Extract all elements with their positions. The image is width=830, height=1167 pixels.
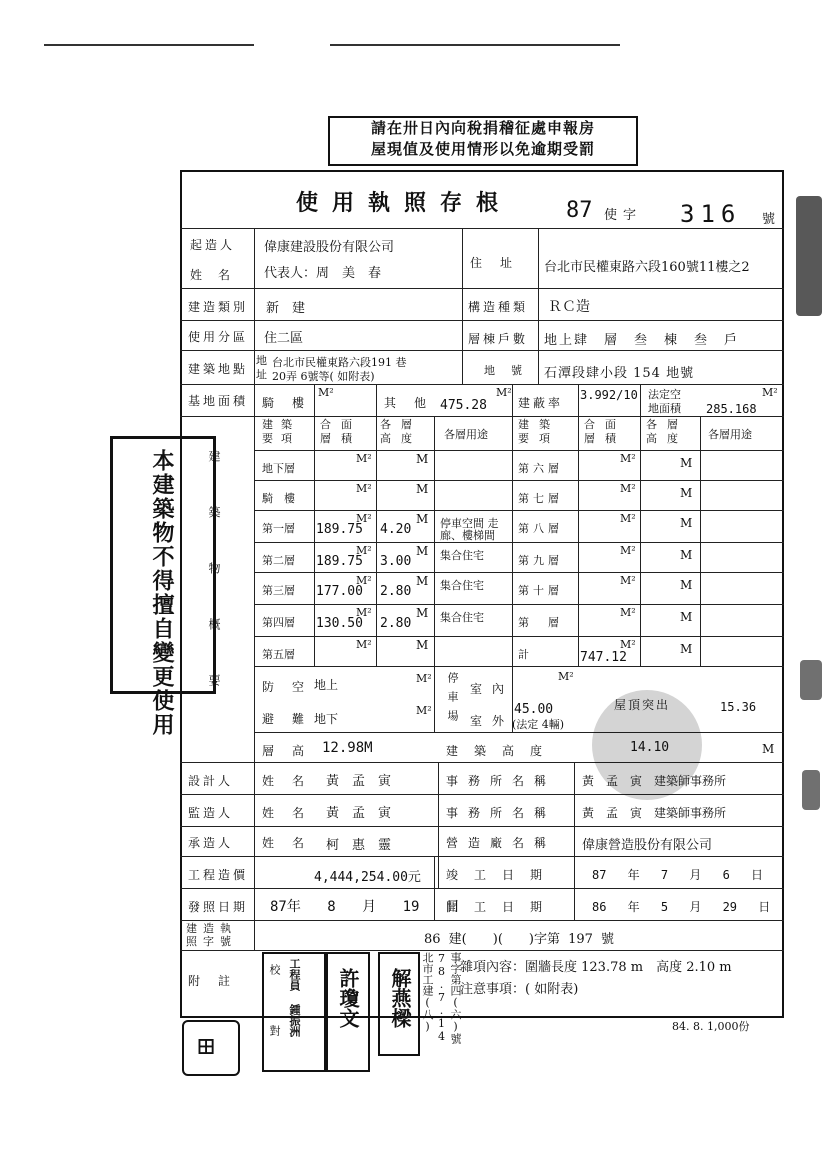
building-height-unit: M [762, 742, 775, 756]
floor-name: 第二層 [262, 554, 295, 567]
permit-number: 316 [680, 200, 742, 228]
floor-name: 第三層 [262, 584, 295, 597]
other-value: 475.28 [440, 398, 487, 413]
height-unit: M [416, 606, 429, 620]
row-line [254, 480, 784, 481]
row-line [180, 384, 784, 385]
col-line [376, 384, 377, 666]
floor-name: 第六層 [518, 462, 563, 475]
parking-indoor: 室內 [470, 682, 515, 696]
coverage-value: 3.992/10 [580, 388, 638, 402]
height-unit: M [680, 642, 693, 656]
header-item-left: 建築要項 [262, 418, 300, 445]
other-unit: M² [496, 386, 512, 399]
contractor-label: 承造人 [188, 836, 234, 850]
site-label: 建築地點 [188, 362, 249, 376]
parking-outdoor: 室外 [470, 714, 515, 728]
height-unit: M [680, 578, 693, 592]
address-label: 住 址 [470, 256, 516, 270]
floor-name: 第 層 [518, 616, 563, 629]
col-line [538, 228, 539, 384]
row-line [180, 320, 784, 321]
open-space-label-1: 法定空 [648, 388, 681, 401]
designer-office: 黃 孟 寅 建築師事務所 [582, 774, 727, 788]
notice-line-1: 請在卅日內向稅捐稽征處申報房 [370, 119, 595, 137]
shelter-above: 地上 [314, 678, 339, 692]
height-unit: M [416, 452, 429, 466]
height-unit: M [416, 638, 429, 652]
floor-height: 3.00 [380, 554, 412, 569]
row-line [180, 950, 784, 951]
permit-suffix: 號 [762, 212, 776, 227]
height-unit: M [680, 456, 693, 470]
checker-stamp [262, 952, 326, 1086]
row-line [180, 920, 784, 921]
row-line [254, 510, 784, 511]
supervisor-stamp-text: 許瓊文 [336, 968, 360, 1028]
designer-name: 黃 孟 寅 [326, 774, 392, 789]
build-type: 新 建 [266, 301, 306, 316]
floor-height: 2.80 [380, 584, 412, 599]
structure-value: ＲＣ造 [548, 299, 590, 315]
print-note: 84. 8. 1,000份 [672, 1020, 750, 1033]
shelter-label-2: 避 難 [262, 712, 308, 726]
parking-label: 停車場 [446, 672, 459, 729]
floors-value: 地上肆 層 叁 棟 叁 戶 [544, 333, 740, 348]
header-item-right: 建築要項 [518, 418, 560, 445]
col-line [254, 228, 255, 950]
row-line [180, 826, 784, 827]
remarks-label: 附 註 [188, 974, 234, 988]
complete-date: 87 年 7 月 6 日 [592, 868, 764, 882]
scan-artifact [800, 660, 822, 700]
row-line [180, 794, 784, 795]
header-use-right: 各層用途 [708, 428, 752, 441]
roof-value: 15.36 [720, 700, 757, 714]
col-line [700, 416, 701, 666]
floor-height-label: 層 高 [262, 744, 308, 758]
floor-use: 停車空間 走廊、樓梯間 [440, 517, 499, 542]
floor-name: 騎 樓 [262, 492, 295, 505]
row-line [254, 636, 784, 637]
build-type-label: 建造類別 [188, 300, 249, 314]
applicant-label: 起造人 [190, 238, 236, 252]
supervisor-name: 黃 孟 寅 [326, 806, 392, 821]
floor-area: 189.75 [316, 554, 363, 569]
permit-no-value: 86 建( )( )字第 197 號 [424, 932, 615, 947]
header-height-right: 各層高度 [646, 418, 688, 445]
cost-label: 工程造價 [188, 868, 249, 882]
supervisor-office-label: 事務所名稱 [446, 806, 557, 820]
row-line [254, 666, 784, 667]
usage-restriction-stamp [110, 436, 216, 737]
applicant-company: 偉康建設股份有限公司 [264, 240, 395, 255]
supervisor-name-label: 姓 名 [262, 806, 308, 820]
row-line [254, 732, 784, 733]
parking-outdoor-value: 45.00 [514, 702, 554, 717]
building-height-label: 建築高度 [446, 744, 559, 758]
building-height-value: 14.10 [630, 740, 670, 755]
checker-stamp-text: 工程員 鍾振洲 [288, 958, 301, 1037]
floors-label: 層棟戶數 [468, 332, 529, 346]
row-line [254, 604, 784, 605]
floor-area: 177.00 [316, 584, 363, 599]
area-unit: M² [620, 574, 636, 587]
height-unit: M [416, 544, 429, 558]
row-line [254, 450, 784, 451]
applicant-name-label: 姓名 [190, 268, 247, 282]
cost-value: 4,444,254.00元 [314, 870, 421, 885]
other-label: 其 他 [384, 396, 430, 410]
row-line [180, 888, 784, 889]
area-unit: M² [356, 512, 372, 525]
designer-label: 設計人 [188, 774, 234, 788]
seal-glyph: ⊞ [196, 1032, 217, 1060]
site-address-line-2: 20弄 6號等( 如附表) [272, 370, 375, 383]
chief-stamp-text: 解燕樑 [388, 968, 412, 1028]
structure-label: 構造種類 [468, 300, 529, 314]
floor-name: 第九層 [518, 554, 563, 567]
open-space-unit: M² [762, 386, 778, 399]
arcade-unit: M² [318, 386, 334, 399]
roof-label: 屋頂突出 [614, 698, 671, 712]
floor-area: 747.12 [580, 650, 627, 665]
remarks-misc: 雜項內容：圍牆長度 123.78 m 高度 2.10 m [460, 960, 732, 975]
scan-artifact [802, 770, 820, 810]
notice-box [328, 116, 638, 166]
applicant-address: 台北市民權東路六段160號11樓之2 [544, 260, 750, 275]
form-title: 使用執照存根 [296, 190, 513, 216]
section-label: 建築物概要 [207, 450, 221, 730]
row-line [180, 350, 784, 351]
applicant-representative: 代表人：周 美 春 [264, 266, 382, 281]
open-space-label-2: 地面積 [648, 402, 681, 415]
area-unit: M² [620, 606, 636, 619]
contractor-name: 柯 惠 靈 [326, 838, 392, 853]
parking-outdoor-note: (法定 4輛) [512, 718, 565, 731]
designer-office-label: 事務所名稱 [446, 774, 557, 788]
height-unit: M [416, 512, 429, 526]
shelter-below: 地下 [314, 712, 339, 726]
lot-tag: 地號 [484, 364, 538, 377]
zone-label: 使用分區 [188, 330, 249, 344]
arcade-label: 騎 樓 [262, 396, 308, 410]
height-unit: M [680, 610, 693, 624]
header-height-left: 各層高度 [380, 418, 422, 445]
col-line [574, 762, 575, 858]
floor-area: 130.50 [316, 616, 363, 631]
issue-date: 87年 8 月 19 日 [270, 899, 460, 915]
col-line [438, 762, 439, 888]
row-line [254, 572, 784, 573]
floor-height: 2.80 [380, 616, 412, 631]
site-address-tag: 地址 [256, 354, 267, 381]
floor-name: 第四層 [262, 616, 295, 629]
floor-name: 第七層 [518, 492, 563, 505]
col-line [578, 384, 579, 666]
col-line [314, 384, 315, 666]
start-label: 開工日期 [446, 900, 559, 914]
round-stamp [592, 690, 702, 800]
supervisor-label: 監造人 [188, 806, 234, 820]
floor-name: 第五層 [262, 648, 295, 661]
header-area-left: 合面層積 [320, 418, 362, 445]
floor-use: 集合住宅 [440, 611, 484, 624]
site-address-line-1: 台北市民權東路六段191 巷 [272, 356, 407, 369]
header-area-right: 合面層積 [584, 418, 626, 445]
row-line [180, 228, 784, 229]
area-unit: M² [620, 544, 636, 557]
notice-line-2: 屋現值及使用情形以免逾期受罰 [370, 140, 595, 158]
permit-word: 使字 [604, 208, 643, 223]
supervisor-office: 黃 孟 寅 建築師事務所 [582, 806, 727, 820]
floor-name: 地下層 [262, 462, 295, 475]
top-rule-1 [44, 44, 254, 46]
start-date: 86 年 5 月 29 日 [592, 900, 771, 914]
area-unit: M² [356, 606, 372, 619]
checker-label: 校對 [268, 964, 281, 1086]
zone-value: 住二區 [264, 331, 304, 346]
height-unit: M [416, 574, 429, 588]
floor-height: 4.20 [380, 522, 412, 537]
floor-name: 第十層 [518, 584, 563, 597]
site-area-label: 基地面積 [188, 394, 249, 408]
contractor-firm-label: 營造廠名稱 [446, 836, 557, 850]
floor-height-value: 12.98M [322, 740, 373, 756]
row-line [180, 288, 784, 289]
official-seal [182, 1020, 240, 1076]
lot-value: 石潭段肆小段 154 地號 [544, 366, 695, 381]
complete-label: 竣工日期 [446, 868, 559, 882]
contractor-firm: 偉康營造股份有限公司 [582, 838, 713, 853]
open-space-value: 285.168 [706, 402, 757, 416]
row-line [254, 542, 784, 543]
supervisor-stamp [326, 952, 370, 1072]
shelter-label-1: 防 空 [262, 680, 308, 694]
height-unit: M [680, 548, 693, 562]
coverage-label: 建蔽率 [518, 396, 564, 410]
row-line [180, 416, 784, 417]
area-unit: M² [356, 482, 372, 495]
area-unit: M² [620, 482, 636, 495]
col-line [640, 384, 641, 666]
chief-stamp [378, 952, 420, 1056]
col-line [574, 856, 575, 920]
designer-name-label: 姓 名 [262, 774, 308, 788]
shelter-below-unit: M² [416, 704, 432, 717]
col-line [434, 416, 435, 732]
area-unit: M² [620, 452, 636, 465]
usage-restriction-text: 本建築物不得擅自變更使用 [149, 449, 175, 737]
area-unit: M² [356, 638, 372, 651]
height-unit: M [680, 486, 693, 500]
height-unit: M [416, 482, 429, 496]
floor-name: 計 [518, 648, 533, 661]
row-line [180, 856, 784, 857]
permit-no-label: 建造執照字號 [186, 922, 237, 948]
floor-name: 第一層 [262, 522, 295, 535]
floor-use: 集合住宅 [440, 549, 484, 562]
area-unit: M² [620, 512, 636, 525]
height-unit: M [680, 516, 693, 530]
contractor-name-label: 姓 名 [262, 836, 308, 850]
top-rule-2 [330, 44, 620, 46]
area-unit: M² [356, 544, 372, 557]
scan-artifact [796, 196, 822, 316]
area-unit: M² [356, 452, 372, 465]
area-unit: M² [356, 574, 372, 587]
area-unit: M² [620, 638, 636, 651]
parking-indoor-unit: M² [558, 670, 574, 683]
remarks-notes: 注意事項：( 如附表) [460, 982, 579, 997]
permit-year: 87 [566, 198, 593, 223]
col-line [462, 228, 463, 384]
shelter-above-unit: M² [416, 672, 432, 685]
floor-use: 集合住宅 [440, 579, 484, 592]
floor-name: 第八層 [518, 522, 563, 535]
floor-area: 189.75 [316, 522, 363, 537]
remarks-side-note: 事字第四(六)號 78.7.14 北市工建(八) [421, 952, 462, 1044]
header-use-left: 各層用途 [444, 428, 488, 441]
issue-label: 發照日期 [188, 900, 249, 914]
